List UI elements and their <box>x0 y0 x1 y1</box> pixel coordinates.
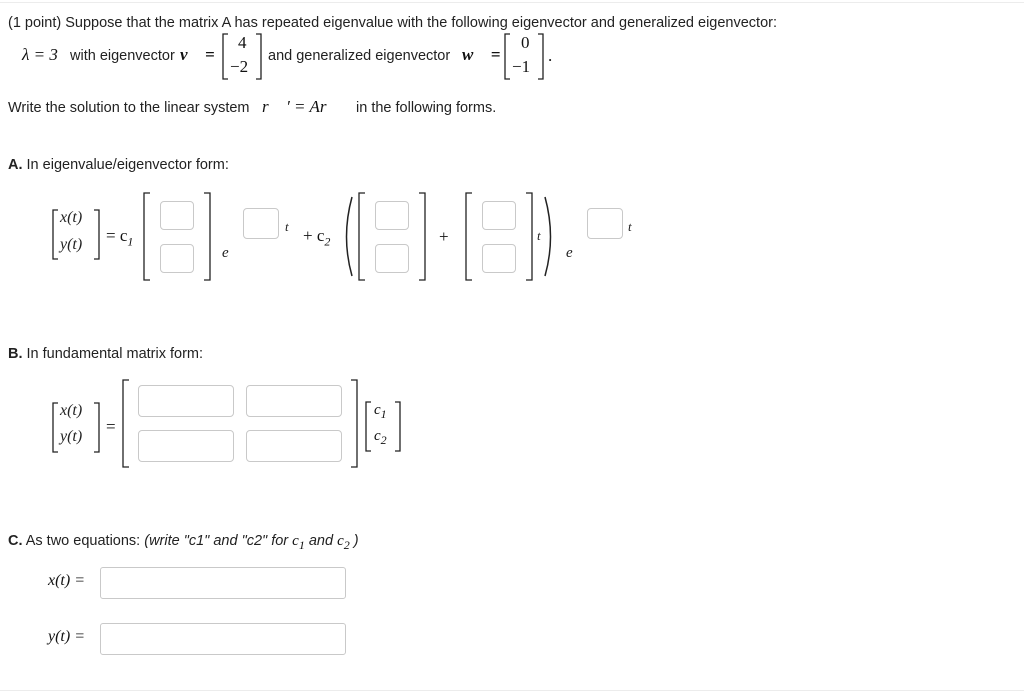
part-b-equals: = <box>106 417 116 436</box>
part-b-label: B. <box>8 346 23 362</box>
generalized-eigenvector-label: and generalized eigenvector <box>268 48 451 64</box>
part-c-c1 <box>292 533 305 552</box>
part-a-heading <box>8 157 229 173</box>
part-c-label: C. <box>8 533 23 549</box>
part-a-v3-entry1-input[interactable] <box>482 201 516 230</box>
c1-subscript: 1 <box>127 234 134 249</box>
part-a-exponent1-input[interactable] <box>243 208 279 239</box>
part-b-title: In fundamental matrix form: <box>26 346 204 362</box>
part-b-matrix-r1c1-input[interactable] <box>138 385 234 417</box>
part-b-matrix-r1c2-input[interactable] <box>246 385 342 417</box>
eigenvalue <box>22 45 58 65</box>
part-a-v3-entry2-input[interactable] <box>482 244 516 273</box>
part-c-y-input[interactable] <box>100 623 346 655</box>
part-a-v1-entry1-input[interactable] <box>160 201 194 230</box>
part-b-c2-letter: c <box>374 428 381 444</box>
part-a-e2: e <box>566 245 573 261</box>
part-a-v2-entry1-input[interactable] <box>375 201 409 230</box>
plus-c2-text: + c <box>303 226 325 245</box>
part-a-open-paren <box>340 196 354 278</box>
part-c-c2 <box>337 533 350 552</box>
w-vector-symbol <box>462 45 501 65</box>
bottom-divider <box>0 690 1024 691</box>
part-a-eq-c1 <box>106 226 133 249</box>
system-equation <box>262 97 340 117</box>
v-entry-1: 4 <box>238 33 247 52</box>
part-a-title: In eigenvalue/eigenvector form: <box>26 157 229 173</box>
eq-c1-text: = c <box>106 226 128 245</box>
part-c-and: and <box>308 533 334 549</box>
part-a-t1: t <box>285 219 289 234</box>
part-c-x-label-text: x(t) = <box>48 572 85 589</box>
part-a-close-paren <box>543 196 557 278</box>
part-a-v2-entry2-input[interactable] <box>375 244 409 273</box>
instruction-prefix: Write the solution to the linear system <box>8 100 250 116</box>
v-entry-2: −2 <box>230 57 249 76</box>
part-b-yt: y(t) <box>60 428 83 445</box>
part-c-heading <box>8 533 359 553</box>
part-a-e1: e <box>222 245 229 261</box>
part-c-c2-sub: 2 <box>343 538 350 552</box>
part-b-c1-sub: 1 <box>380 407 387 421</box>
part-b-c1 <box>374 402 387 422</box>
with-eigenvector-label: with eigenvector <box>70 48 175 64</box>
part-a-plus-c2 <box>303 226 330 249</box>
part-b-c1-letter: c <box>374 402 381 418</box>
system-equation-text: r⃗ ′ = Ar⃗ <box>262 97 340 116</box>
c2-subscript: 2 <box>324 234 331 249</box>
part-c-y-label-text: y(t) = <box>48 628 85 645</box>
part-c-x-input[interactable] <box>100 567 346 599</box>
w-entry-2: −1 <box>512 57 531 76</box>
v-symbol: v⃗ = <box>180 45 215 64</box>
part-c-close-paren: ) <box>353 533 359 549</box>
period: . <box>548 46 553 65</box>
instruction-suffix: in the following forms. <box>356 100 497 116</box>
part-b-xt: x(t) <box>60 402 83 419</box>
part-c-c1-sub: 1 <box>298 538 305 552</box>
part-c-note: (write "c1" and "c2" for <box>144 533 289 549</box>
part-c-c2-letter: c <box>337 533 344 549</box>
part-a-v1-entry2-input[interactable] <box>160 244 194 273</box>
lambda-value: λ = 3 <box>22 45 58 64</box>
v-vector-symbol <box>180 45 215 65</box>
part-c-x-label <box>48 572 85 590</box>
part-a-t-inner: t <box>537 228 541 243</box>
part-b-heading <box>8 346 203 362</box>
problem-statement: (1 point) Suppose that the matrix A has repeated eigenvalue with the following eigenvector and generalized eigenvector: <box>8 15 777 31</box>
part-c-c1-letter: c <box>292 533 299 549</box>
part-c-y-label <box>48 628 85 646</box>
top-divider <box>0 2 1024 3</box>
part-b-matrix-r2c2-input[interactable] <box>246 430 342 462</box>
w-symbol: w⃗ = <box>462 45 501 64</box>
part-a-yt: y(t) <box>60 236 83 253</box>
part-a-exponent2-input[interactable] <box>587 208 623 239</box>
part-b-c2-sub: 2 <box>380 433 387 447</box>
part-a-t2: t <box>628 219 632 234</box>
part-a-label: A. <box>8 157 23 173</box>
part-a-xt: x(t) <box>60 209 83 226</box>
part-c-title: As two equations: <box>25 533 141 549</box>
part-b-matrix-r2c1-input[interactable] <box>138 430 234 462</box>
part-b-c2 <box>374 428 387 448</box>
w-entry-1: 0 <box>521 33 530 52</box>
part-a-plus: + <box>439 227 449 246</box>
